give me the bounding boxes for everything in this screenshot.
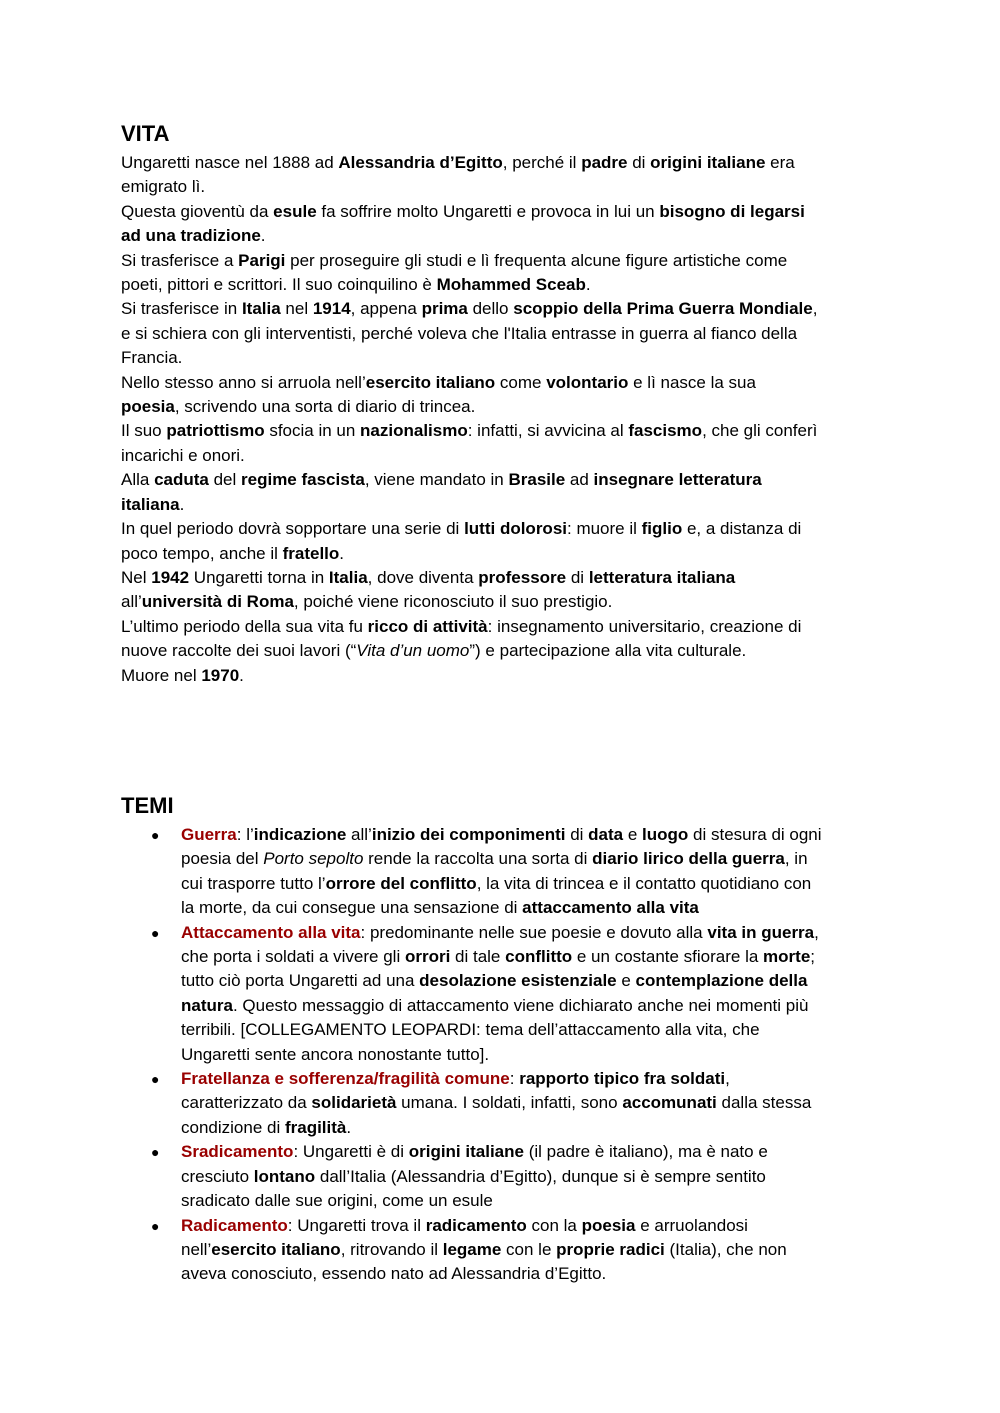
text-run: Ungaretti sente ancora nonostante tutto]. [181,1044,490,1064]
text-run: , [725,1069,730,1089]
text-line [181,1018,881,1042]
text-run: rende la raccolta una sorta di [363,849,593,869]
text-run: poesia del [181,849,264,869]
text-run: Il suo [121,421,167,441]
text-line [121,664,881,688]
text-run: ”) e partecipazione alla vita culturale. [469,641,747,661]
text-run: nuove raccolte dei suoi lavori (“ [121,641,357,661]
text-run: la morte, da cui consegue una sensazione di [181,898,523,918]
theme-item [121,1067,881,1140]
text-run: e un costante sfiorare la [572,947,764,967]
text-run: cresciuto [181,1166,254,1186]
text-run: Questa gioventù da [121,201,274,221]
bold-text: origini italiane [650,153,766,172]
text-run: ; [810,947,816,967]
text-run: ad [565,470,594,490]
bold-text: origini italiane [408,1142,524,1162]
bold-text: conflitto [505,947,573,967]
text-run: poco tempo, anche il [121,543,283,563]
bullet-icon: ● [151,827,160,843]
temi-section [121,790,881,1287]
text-run: e arruolandosi [635,1215,748,1235]
bold-text: volontario [546,372,629,392]
bold-text: nazionalismo [360,421,468,441]
text-run: . Questo messaggio di attaccamento viene dichiarato anche nei momenti più [232,995,809,1015]
text-run: come [495,372,547,392]
text-line [121,175,881,199]
text-run: di [566,567,589,587]
bold-text: 1914 [312,299,351,319]
bold-text: accomunati [622,1093,717,1113]
text-run: , [814,922,819,942]
vita-body [121,151,881,688]
bold-text: vita in guerra [707,922,815,942]
text-run: : infatti, si avvicina al [467,421,629,441]
text-run: Muore nel [121,665,202,685]
text-line [181,994,881,1018]
bold-text: professore [478,567,567,587]
text-line [121,566,881,590]
text-run: (Italia), che non [664,1239,787,1259]
text-run: dall’Italia (Alessandria d’Egitto), dunque si è sempre sentito [315,1166,766,1186]
bold-text: università di Roma [141,592,294,612]
theme-item [121,1214,881,1287]
bullet-icon: ● [151,924,160,941]
text-line [181,945,881,969]
bold-text: diario lirico della guerra [592,849,785,869]
bold-text: esule [273,201,317,221]
theme-term: Sradicamento [181,1142,294,1162]
text-run: . [585,275,591,295]
bullet-icon: ● [151,1144,160,1161]
bold-text: contemplazione della [635,971,808,991]
text-line [121,224,881,248]
text-run: e si schiera con gli interventisti, perché voleva che l'Italia entrasse in guerra al fianco della [121,323,798,343]
text-line [121,297,881,321]
text-run: : muore il [567,519,642,539]
text-line [181,1262,881,1286]
document-page [121,118,881,688]
text-run: sfocia in un [264,421,361,441]
text-run: sradicato dalle sue origini, come un esule [181,1191,493,1211]
bold-text: radicamento [425,1215,527,1235]
bold-text: italiana [121,494,180,514]
text-line [181,847,881,871]
text-run: condizione di [181,1117,285,1137]
bold-text: caduta [154,470,209,490]
text-run: Ungaretti torna in [189,567,329,587]
text-run: poeti, pittori e scrittori. Il suo coinquilino è [121,275,437,295]
bold-text: Alessandria d’Egitto [338,153,503,172]
text-run: . [339,543,345,563]
text-run: di tale [450,947,506,967]
text-line [121,419,881,443]
text-line [121,200,881,224]
bold-text: bisogno di legarsi [659,201,805,221]
text-run: Nello stesso anno si arruola nell’ [121,372,366,392]
bold-text: indicazione [253,825,347,844]
vita-heading: VITA [121,121,170,146]
theme-term: Radicamento [181,1215,288,1235]
text-run: Alla [121,470,155,490]
text-run: fa soffrire molto Ungaretti e provoca in lui un [316,201,660,221]
bold-text: Italia [328,567,368,587]
text-run: : predominante nelle sue poesie e dovuto alla [360,922,708,942]
bold-text: Brasile [508,470,566,490]
text-run: . [346,1117,352,1137]
text-run: cui trasporre tutto l’ [181,873,326,893]
bold-text: fragilità [284,1117,347,1137]
text-run: emigrato lì. [121,177,206,197]
text-run: incarichi e onori. [121,445,245,465]
text-run: e [616,971,636,991]
text-line [121,542,881,566]
bold-text: poesia [581,1215,636,1235]
text-run: L’ultimo periodo della sua vita fu [121,616,368,636]
text-run: : Ungaretti trova il [287,1215,426,1235]
text-run: del [208,470,242,490]
theme-term: Fratellanza e sofferenza/fragilità comune [181,1069,510,1089]
bold-text: insegnare letteratura [593,470,762,490]
text-run: Nel [121,567,152,587]
text-line [121,639,881,663]
text-run: all’ [346,825,372,844]
text-run: (il padre è italiano), ma è nato e [523,1142,768,1162]
bold-text: figlio [641,519,683,539]
bold-text: orrori [404,947,451,967]
text-line [121,493,881,517]
bold-text: ad una tradizione [121,226,261,246]
text-run: con la [526,1215,582,1235]
text-run: , scrivendo una sorta di diario di trincea. [174,397,476,417]
bold-text: patriottismo [166,421,265,441]
bold-text: natura [181,995,233,1015]
bold-text: scoppio della Prima Guerra Mondiale [513,299,813,319]
text-run: che porta i soldati a vivere gli [181,947,405,967]
text-run: e lì nasce la sua [628,372,756,392]
text-line [121,615,881,639]
text-run: per proseguire gli studi e lì frequenta alcune figure artistiche come [285,250,788,270]
text-line [181,1067,881,1091]
bold-text: attaccamento alla vita [522,898,699,918]
bold-text: rapporto tipico fra soldati [519,1069,726,1089]
text-run: Francia. [121,348,183,368]
bold-text: padre [581,153,628,172]
italic-text: Vita d’un uomo [356,641,470,661]
text-line [181,1116,881,1140]
bold-text: lutti dolorosi [464,519,567,539]
text-run: , poiché viene riconosciuto il suo prestigio. [293,592,613,612]
theme-item [121,1140,881,1213]
bold-text: ricco di attività [367,616,488,636]
text-run: . [239,665,244,685]
text-run: : l’ [236,825,254,844]
text-run: caratterizzato da [181,1093,312,1113]
text-line [121,468,881,492]
bold-text: fascismo [628,421,703,441]
bullet-icon: ● [151,1217,160,1234]
text-run: : insegnamento universitario, creazione di [487,616,802,636]
text-line [181,896,881,920]
bold-text: lontano [253,1166,316,1186]
temi-heading: TEMI [121,793,174,818]
text-run: Si trasferisce a [121,250,239,270]
text-line [121,395,881,419]
bold-text: Parigi [238,250,286,270]
theme-item [121,921,881,1067]
bold-text: poesia [121,397,175,417]
bold-text: 1942 [151,567,190,587]
bold-text: proprie radici [556,1239,665,1259]
text-run: , in [784,849,808,869]
text-run: , perché il [502,153,582,172]
text-line [181,1189,881,1213]
temi-list [121,823,881,1287]
italic-text: Porto sepolto [263,849,364,869]
text-line [181,872,881,896]
theme-term: Guerra [181,825,237,844]
text-run: dello [467,299,514,319]
text-run: terribili. [COLLEGAMENTO LEOPARDI: tema dell’attaccamento alla vita, che [181,1020,760,1040]
text-run: di [565,825,589,844]
bullet-icon: ● [151,1071,160,1088]
text-line [181,1165,881,1189]
bold-text: legame [442,1239,502,1259]
text-line [181,823,881,847]
text-run: e, a distanza di [682,519,802,539]
bold-text: morte [763,947,811,967]
vita-section [121,118,881,688]
bold-text: data [588,825,624,844]
text-run: . [179,494,185,514]
text-run: , che gli conferì [702,421,818,441]
bold-text: orrore del conflitto [325,873,477,893]
text-run: nell’ [181,1239,212,1259]
text-run: Si trasferisce in [121,299,242,319]
text-run: con le [501,1239,557,1259]
text-line [181,1140,881,1164]
bold-text: desolazione esistenziale [419,971,617,991]
bold-text: inizio dei componimenti [371,825,566,844]
text-line [121,322,881,346]
text-run: , viene mandato in [364,470,509,490]
text-run: In quel periodo dovrà sopportare una serie di [121,519,465,539]
text-run: dalla stessa [716,1093,812,1113]
text-run: umana. I soldati, infatti, sono [396,1093,623,1113]
text-line [181,1238,881,1262]
bold-text: solidarietà [311,1093,397,1113]
theme-item [121,823,881,921]
bold-text: fratello [282,543,340,563]
text-line [121,273,881,297]
text-run: aveva conosciuto, essendo nato ad Alessandria d’Egitto. [181,1264,607,1284]
text-run: nel [280,299,313,319]
text-run: , appena [350,299,422,319]
text-line [181,1043,881,1067]
text-line [121,151,881,175]
text-run: Ungaretti nasce nel 1888 ad [121,153,339,172]
bold-text: 1970 [201,665,240,685]
text-run: , [812,299,818,319]
bold-text: luogo [642,825,689,844]
text-line [121,444,881,468]
text-line [181,921,881,945]
bold-text: letteratura italiana [588,567,736,587]
text-run: : [509,1069,520,1089]
text-line [181,1214,881,1238]
theme-term: Attaccamento alla vita [181,922,361,942]
text-line [121,517,881,541]
text-run: di stesura di ogni [688,825,822,844]
text-line [181,1091,881,1115]
bold-text: esercito italiano [365,372,496,392]
bold-text: prima [421,299,468,319]
bold-text: regime fascista [241,470,365,490]
text-run: , la vita di trincea e il contatto quotidiano con [476,873,812,893]
text-run: : Ungaretti è di [293,1142,409,1162]
text-run: all’ [121,592,142,612]
text-run: era [765,153,795,172]
text-run: , dove diventa [367,567,479,587]
text-run: di [627,153,651,172]
bold-text: Mohammed Sceab [436,275,586,295]
text-line [181,969,881,993]
bold-text: esercito italiano [211,1239,341,1259]
text-run: tutto ciò porta Ungaretti ad una [181,971,420,991]
text-line [121,249,881,273]
text-line [121,346,881,370]
bold-text: Italia [241,299,281,319]
text-line [121,590,881,614]
text-run: . [260,226,266,246]
text-run: e [623,825,643,844]
text-run: , ritrovando il [340,1239,443,1259]
text-line [121,371,881,395]
